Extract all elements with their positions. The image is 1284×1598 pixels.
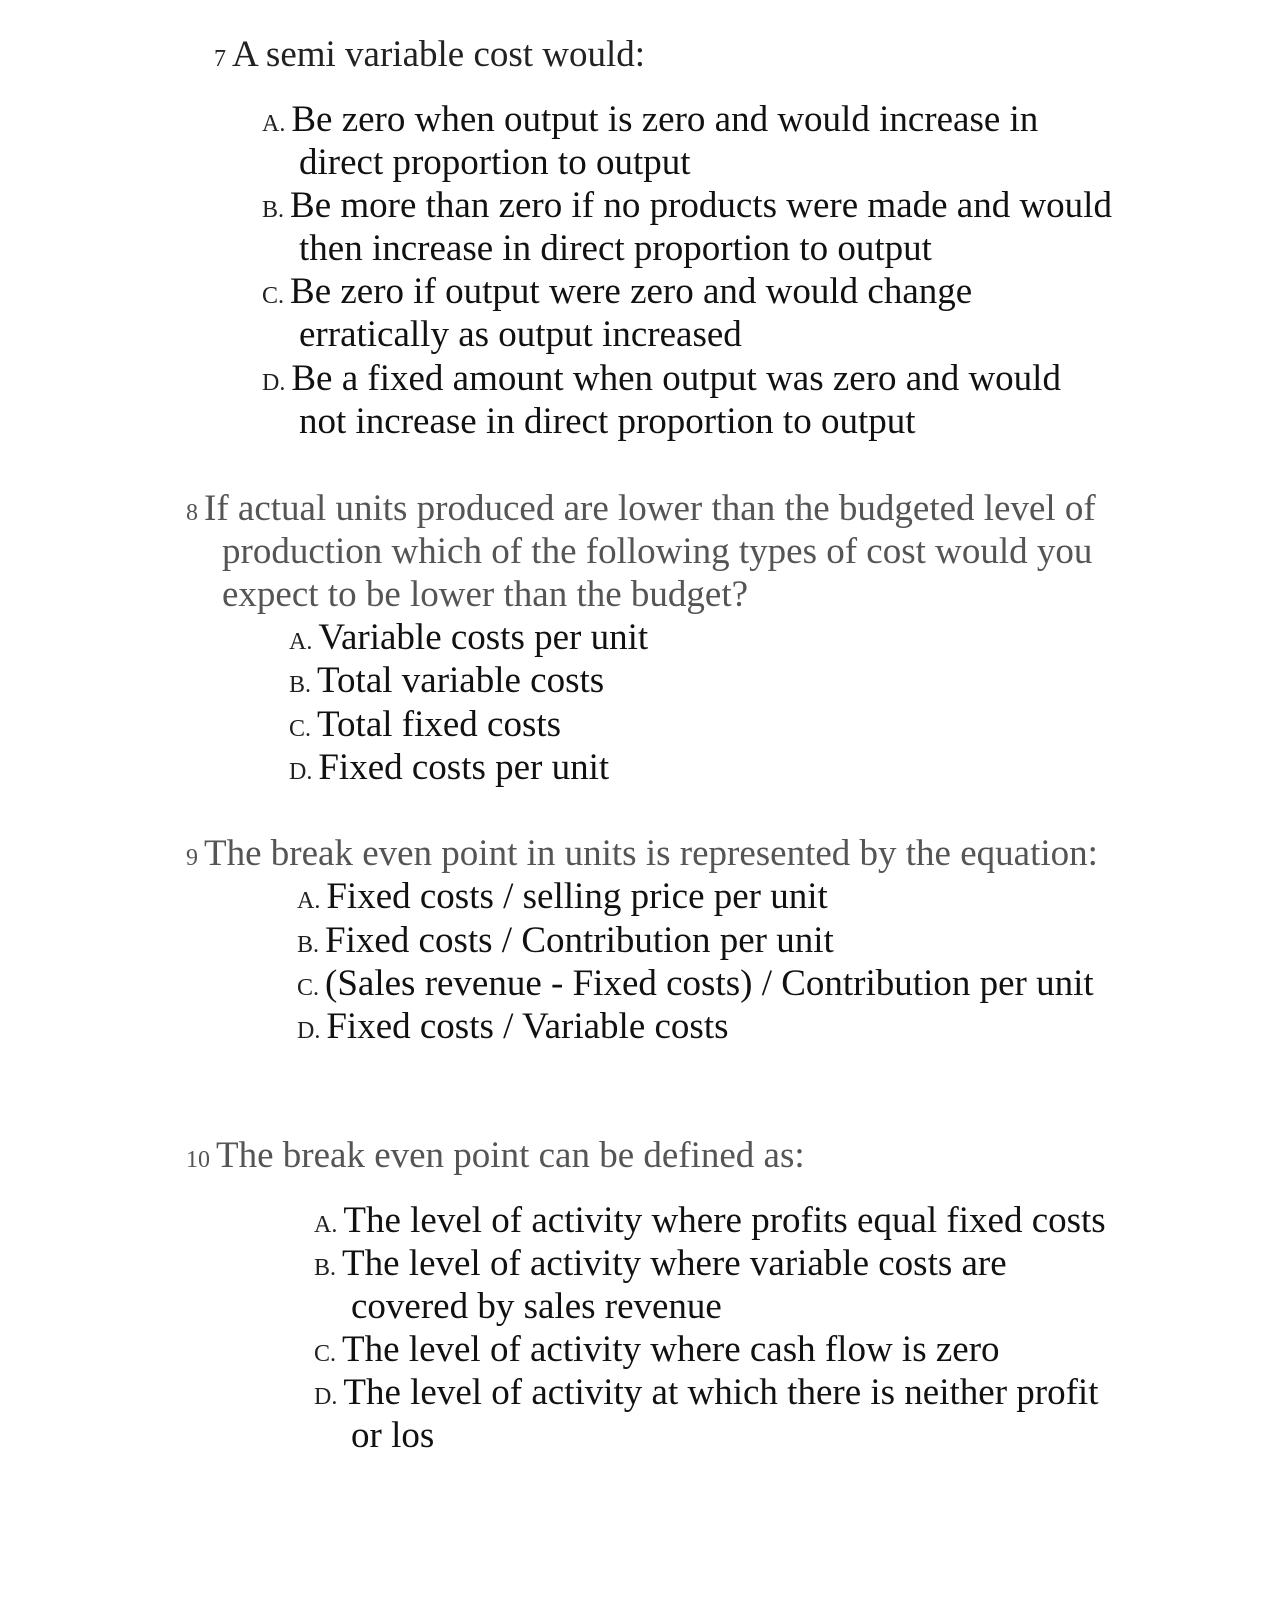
option-text: Variable costs per unit: [318, 617, 649, 658]
question-7-option-d[interactable]: [262, 357, 1061, 405]
question-10-option-d-continuation: or los: [351, 1415, 435, 1456]
option-letter: A.: [297, 888, 321, 914]
question-7-stem: [214, 33, 645, 81]
option-letter: C.: [297, 975, 320, 1001]
question-number: 7: [214, 46, 226, 72]
option-text: Fixed costs per unit: [318, 747, 610, 788]
question-text: A semi variable cost would:: [232, 34, 646, 75]
question-7-option-a-continuation: direct proportion to output: [299, 142, 691, 183]
option-letter: C.: [289, 716, 312, 742]
question-text: If actual units produced are lower than the budgeted level of: [204, 488, 1096, 529]
question-7-option-b-continuation: then increase in direct proportion to output: [299, 228, 932, 269]
option-letter: A.: [289, 629, 313, 655]
option-text: Be zero if output were zero and would change: [290, 271, 973, 312]
option-letter: A.: [314, 1212, 338, 1238]
option-text: Be more than zero if no products were made and would: [290, 185, 1112, 226]
option-text: Be zero when output is zero and would increase in: [291, 99, 1039, 140]
option-letter: B.: [314, 1255, 337, 1281]
option-text: Fixed costs / selling price per unit: [326, 876, 828, 917]
question-7-option-c-continuation: erratically as output increased: [299, 314, 742, 355]
question-text: The break even point can be defined as:: [216, 1135, 805, 1176]
question-9-stem: [186, 832, 1098, 880]
question-8-stem: [186, 487, 1096, 535]
option-text: The level of activity where cash flow is zero: [342, 1329, 1000, 1370]
option-text: Be a fixed amount when output was zero and would: [291, 358, 1061, 399]
question-number: 9: [186, 845, 198, 871]
question-10-option-d[interactable]: [314, 1371, 1098, 1419]
option-text: Total fixed costs: [317, 704, 562, 745]
question-number: 8: [186, 500, 198, 526]
question-8-option-c[interactable]: [289, 703, 561, 751]
option-text: The level of activity where variable costs are: [342, 1243, 1007, 1284]
question-8-option-b[interactable]: [289, 659, 604, 707]
question-9-option-a[interactable]: [297, 875, 828, 923]
question-7-option-a[interactable]: [262, 98, 1038, 146]
option-letter: B.: [262, 197, 285, 223]
question-9-option-c[interactable]: [297, 962, 1094, 1010]
question-10-option-c[interactable]: [314, 1328, 1000, 1376]
option-letter: D.: [289, 759, 313, 785]
option-letter: B.: [289, 672, 312, 698]
option-text: Total variable costs: [317, 660, 605, 701]
question-8-stem-line-3: expect to be lower than the budget?: [222, 574, 749, 615]
option-text: Fixed costs / Variable costs: [326, 1006, 729, 1047]
question-10-option-b-continuation: covered by sales revenue: [351, 1286, 722, 1327]
option-letter: A.: [262, 111, 286, 137]
option-letter: B.: [297, 932, 320, 958]
question-9-option-b[interactable]: [297, 919, 834, 967]
option-letter: D.: [297, 1018, 321, 1044]
option-letter: C.: [314, 1341, 337, 1367]
question-text: The break even point in units is represented by the equation:: [204, 833, 1098, 874]
question-10-option-a[interactable]: [314, 1199, 1106, 1247]
option-letter: D.: [262, 370, 286, 396]
question-8-stem-line-2: production which of the following types of cost would you: [222, 531, 1093, 572]
question-8-option-a[interactable]: [289, 616, 648, 664]
option-text: The level of activity where profits equal fixed costs: [343, 1200, 1106, 1241]
question-8-option-d[interactable]: [289, 746, 609, 794]
question-9-option-d[interactable]: [297, 1005, 729, 1053]
option-text: (Sales revenue - Fixed costs) / Contribution per unit: [325, 963, 1094, 1004]
question-7-option-d-continuation: not increase in direct proportion to output: [299, 401, 916, 442]
question-10-stem: [186, 1134, 805, 1182]
question-number: 10: [186, 1147, 210, 1173]
option-letter: C.: [262, 283, 285, 309]
question-7-option-b[interactable]: [262, 184, 1112, 232]
question-7-option-c[interactable]: [262, 270, 972, 318]
option-text: Fixed costs / Contribution per unit: [325, 920, 834, 961]
option-letter: D.: [314, 1384, 338, 1410]
option-text: The level of activity at which there is neither profit: [343, 1372, 1099, 1413]
question-10-option-b[interactable]: [314, 1242, 1007, 1290]
